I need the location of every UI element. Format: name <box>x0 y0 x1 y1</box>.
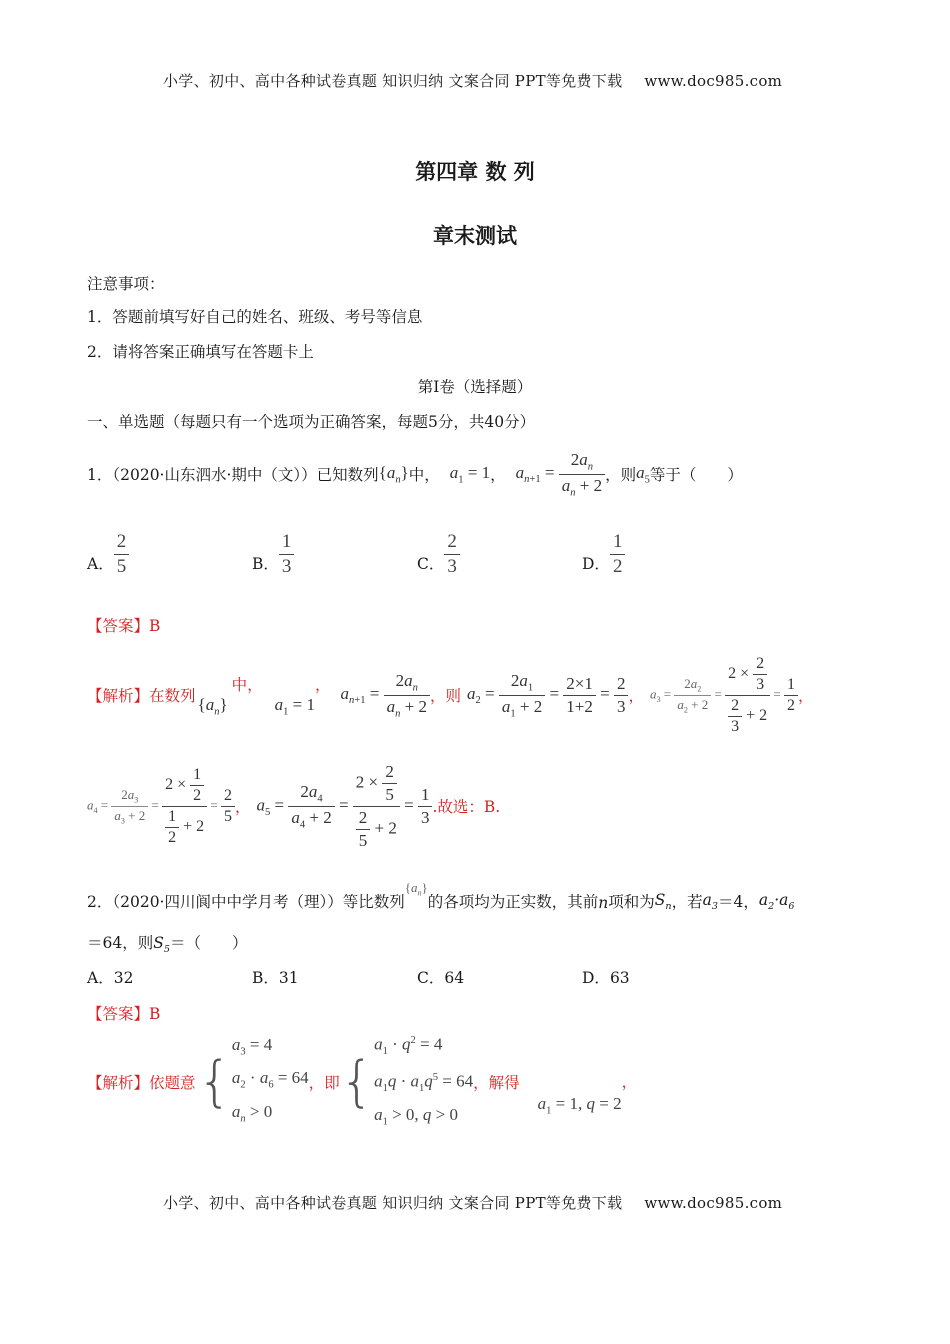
q1-option-b[interactable] <box>252 528 294 578</box>
q2-option-d[interactable] <box>582 966 630 988</box>
analysis-text: 中， <box>231 676 263 694</box>
option-value: 32 <box>113 969 134 987</box>
analysis-label: 【解析】 <box>87 687 150 705</box>
analysis-text: ， <box>621 1073 638 1091</box>
q2-option-c[interactable] <box>417 966 464 988</box>
page-subtitle: 章末测试 <box>433 223 517 248</box>
chapter-title: 第四章 数 列 <box>415 159 535 184</box>
a1-eq-math: $a_1 = 1$ <box>274 694 316 718</box>
q1-mid3: ，则 <box>605 466 637 484</box>
question-2-line2 <box>87 931 247 955</box>
page-footer <box>163 1192 782 1213</box>
analysis-label: 【解析】 <box>87 1074 150 1092</box>
q1-prefix: 1．（2020·山东泗水·期中（文））已知数列 <box>87 466 379 484</box>
q2-option-a[interactable] <box>87 966 133 988</box>
q1-suffix: 等于（ ） <box>649 466 743 484</box>
analysis-text: ， <box>315 676 331 694</box>
answer-label: 【答案】 <box>87 617 150 635</box>
q1-mid2: ， <box>490 466 506 484</box>
q1-mid1: 中， <box>408 466 440 484</box>
seq-an-math: $\{a_n\}$ <box>197 694 228 718</box>
analysis-text: 依题意 <box>149 1074 196 1092</box>
answer-label: 【答案】 <box>87 1005 150 1023</box>
recurrence-math: $a_{n+1}$ = $\frac{2a_n}{a_n + 2}$ <box>516 450 605 498</box>
option-denominator: 3 <box>444 554 460 578</box>
q1-answer <box>87 614 160 636</box>
option-letter: B． <box>252 969 279 987</box>
header-text: 小学、初中、高中各种试卷真题 知识归纳 文案合同 PPT等免费下载 <box>163 72 623 90</box>
option-numerator: 2 <box>116 531 127 552</box>
a2-math: $a_2$ = $\frac{2a_1}{a_1 + 2}$ = $\frac{2\times 1}{1+2}$ = $\frac{2}{3}$ <box>467 671 629 719</box>
question-2 <box>87 872 795 912</box>
option-value: 64 <box>444 969 465 987</box>
note-item: 2．请将答案正确填写在答题卡上 <box>87 343 314 361</box>
a1-eq-math: $a_1 = 1$ <box>449 462 491 486</box>
q1-option-d[interactable] <box>582 528 625 578</box>
section-heading: 一、单选题（每题只有一个选项为正确答案，每题5分，共40分） <box>87 413 536 431</box>
q2-text: ＝（ ） <box>169 934 248 952</box>
option-letter: B． <box>252 555 279 573</box>
analysis-comma: ， <box>628 687 644 705</box>
analysis-text: 在数列 <box>149 687 196 705</box>
page-header <box>163 70 782 91</box>
q2-text: 项和为 <box>608 893 655 911</box>
solution-math: $a_1 = 1$, q = 2 <box>537 1094 622 1117</box>
option-value: 31 <box>278 969 299 987</box>
q2-answer <box>87 1002 160 1024</box>
analysis-comma: ， <box>797 687 814 705</box>
notes-heading: 注意事项： <box>87 275 165 293</box>
q2-text: 的各项均为正实数，其前 <box>427 893 599 911</box>
seq-an-math: $\{a_n\}$ <box>378 462 409 486</box>
analysis-text: ，即 <box>308 1074 340 1092</box>
q2-analysis <box>87 1034 637 1130</box>
option-letter: A． <box>87 555 114 573</box>
volume-label: 第I卷（选择题） <box>417 378 533 396</box>
option-denominator: 5 <box>114 554 130 578</box>
answer-value: B <box>149 1005 161 1023</box>
left-brace: { <box>339 1050 375 1113</box>
option-letter: C． <box>417 969 445 987</box>
question-1 <box>87 446 743 502</box>
option-numerator: 1 <box>612 531 623 552</box>
q2-text: ＝4， <box>717 893 759 911</box>
q1-analysis-line1 <box>87 650 813 740</box>
left-brace: { <box>197 1050 232 1113</box>
recurrence-math: $a_{n+1}$ = $\frac{2a_n}{a_n + 2}$ <box>341 671 430 719</box>
answer-value: B <box>149 617 161 635</box>
note-item: 1．答题前填写好自己的姓名、班级、考号等信息 <box>87 308 423 326</box>
option-letter: D． <box>582 555 610 573</box>
option-letter: C． <box>417 555 445 573</box>
q2-option-b[interactable] <box>252 966 299 988</box>
option-numerator: 2 <box>447 531 457 552</box>
a5-math: $a_5$ <box>636 462 650 486</box>
q1-option-a[interactable] <box>87 528 129 578</box>
option-value: 63 <box>609 969 630 987</box>
q1-analysis-line2 <box>87 760 500 852</box>
footer-site: www.doc985.com <box>644 1194 783 1212</box>
option-denominator: 3 <box>279 554 295 578</box>
system-1: $a_3 = 4$ $a_2 \cdot a_6 = 64$ $a_n > 0$ <box>231 1034 309 1125</box>
a2a6-math: $a_2\cdot a_6$ <box>758 890 795 912</box>
a4-math: $a_4$ = $\frac{2a_3}{a_3 + 2}$ = 2 × $\frac{1}{2}$ $\frac{1}{2}$ + 2 = $\frac{2}{5}$ <box>87 766 235 847</box>
analysis-text: ，则 <box>429 687 461 705</box>
option-letter: D． <box>582 969 610 987</box>
option-letter: A． <box>87 969 114 987</box>
header-site: www.doc985.com <box>644 72 783 90</box>
sn-math: $S_n$ <box>654 890 672 912</box>
q2-text: ，若 <box>671 893 703 911</box>
analysis-comma: ， <box>234 798 251 816</box>
footer-text: 小学、初中、高中各种试卷真题 知识归纳 文案合同 PPT等免费下载 <box>163 1194 623 1212</box>
a3-math: $a_3$ <box>702 890 718 912</box>
q2-n: n <box>598 894 609 912</box>
option-numerator: 1 <box>281 531 292 552</box>
a3-math: $a_3$ = $\frac{2a_2}{a_2 + 2}$ = 2 × $\frac{2}{3}$ $\frac{2}{3}$ + 2 = $\frac{1}{2}$ <box>650 655 798 736</box>
q1-option-c[interactable] <box>417 528 460 578</box>
s5-math: $S_5$ <box>153 934 170 956</box>
a5-math: $a_5$ = $\frac{2a_4}{a_4 + 2}$ = 2 × $\frac{2}{5}$ $\frac{2}{5}$ + 2 = $\frac{1}{3}$ <box>256 762 432 851</box>
q2-prefix: 2．（2020·四川阆中中学月考（理））等比数列 <box>87 893 405 911</box>
analysis-text: ，解得 <box>473 1074 520 1092</box>
seq-an-math: $\{a_n\}$ <box>404 880 428 898</box>
q2-text: ＝64，则 <box>87 934 154 952</box>
option-denominator: 2 <box>610 554 626 578</box>
analysis-conclusion: .故选：B. <box>432 798 501 816</box>
system-2: $a_1 \cdot q^2 = 4$ $a_1q \cdot a_1q^5 = 64$ $a_1 > 0$, q > 0 <box>374 1034 474 1128</box>
